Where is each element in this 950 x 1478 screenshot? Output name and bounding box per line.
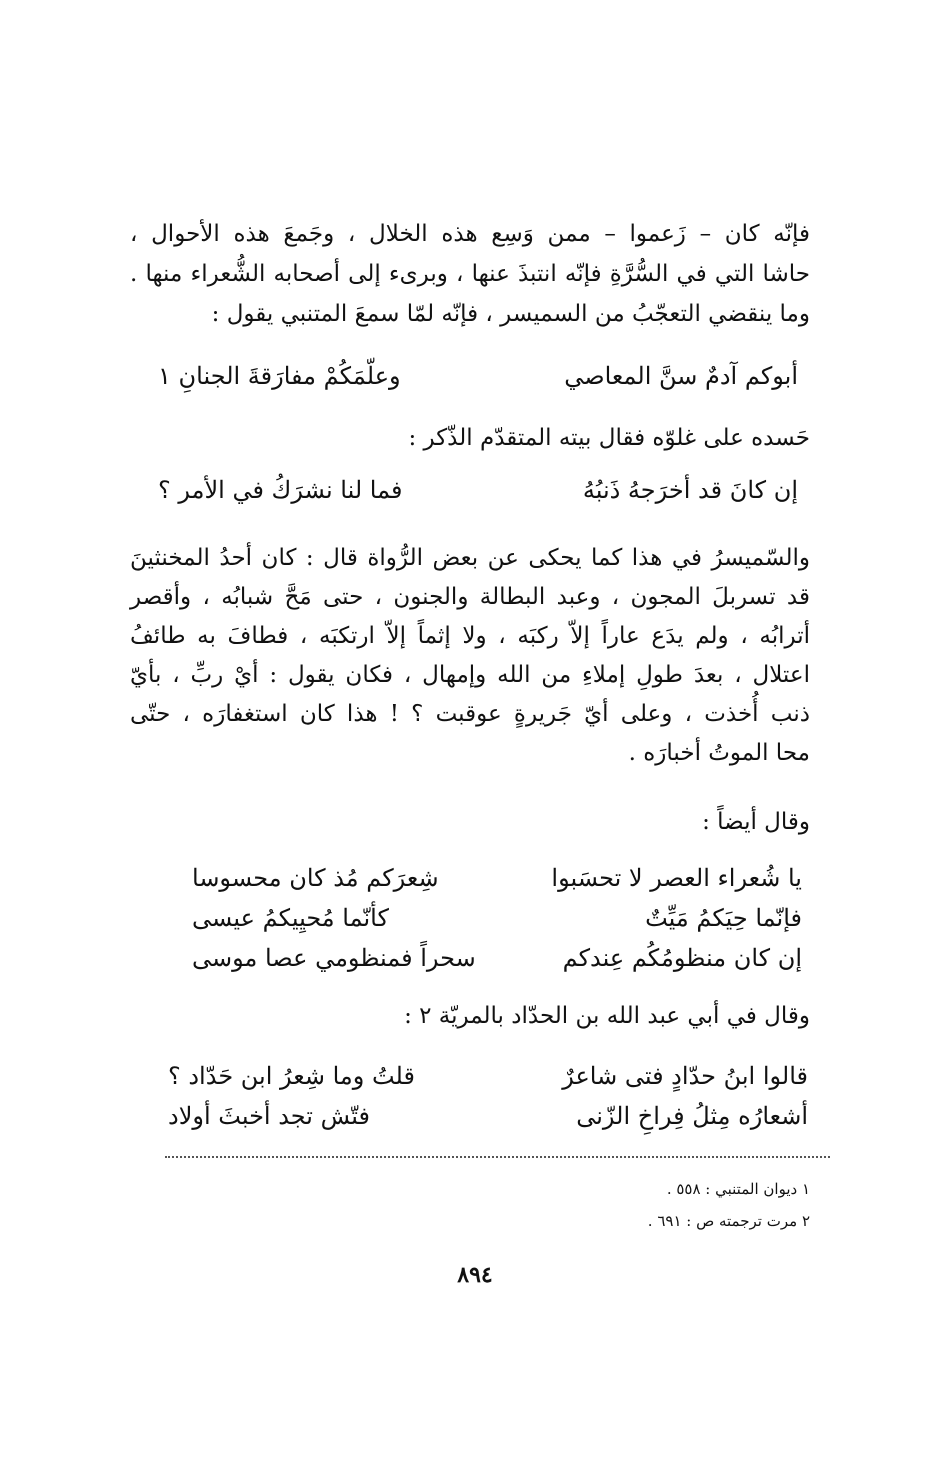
verse-block [158,356,798,396]
text-line: قد تسربلَ المجون ، وعبد البطالة والجنون ، حتى مَحَّ شبابُه ، وأقصر [130,584,810,610]
text-line: حَسده على غلوّه فقال بيته المتقدّم الذّكر : [408,425,810,451]
verse-block [168,1056,808,1136]
verse-hemistich-left: كأنّما مُحيِيكمُ عيسى [192,904,389,932]
footnote: ٢ مرت ترجمته ص : ٦٩١ . [647,1212,810,1230]
verse-hemistich-left: فما لنا نشرَكُ في الأمر ؟ [158,476,403,504]
text-line: وقال أيضاً : [702,809,810,835]
verse-line [192,858,802,898]
text-line: فإنّه كان – زَعموا – ممن وَسِع هذه الخلال ، وجَمعَ هذه الأحوال ، [130,221,810,247]
verse-line [192,898,802,938]
verse-hemistich-right: إن كانَ قد أخرَجهُ ذَنبُهُ [582,476,798,504]
page-number: ٨٩٤ [457,1262,493,1288]
verse-line [158,356,798,396]
verse-line [168,1056,808,1096]
verse-hemistich-right: إن كان منظومُكُم عِندكم [562,944,802,972]
verse-hemistich-left: قلتُ وما شِعرُ ابن حَدّاد ؟ [168,1062,415,1090]
footnote-divider [165,1156,830,1158]
verse-hemistich-left: وعلّمَكُمْ مفارَقةَ الجنانِ ١ [158,362,401,390]
verse-hemistich-left: شِعرَكم مُذ كان محسوسا [192,864,439,892]
verse-block [158,470,798,510]
text-line: وقال في أبي عبد الله بن الحدّاد بالمريّة ٢ : [404,1003,810,1029]
paragraph-intro-4 [130,1000,810,1032]
paragraph-intro-3 [130,806,810,838]
text-line: اعتلال ، بعدَ طولِ إملاءِ من الله وإمهال ، فكان يقول : أيْ ربِّ ، بأيّ [130,662,810,688]
verse-hemistich-left: سحراً فمنظومي عصا موسى [192,944,476,972]
verse-hemistich-right: أشعارُه مِثلُ فِراخِ الزّنى [576,1102,808,1130]
verse-hemistich-left: فتّش تجد أخبثَ أولاد [168,1102,370,1130]
text-line: ذنب أُخذت ، وعلى أيّ جَريرةٍ عوقبت ؟ ! هذا كان استغفارَه ، حتّى [130,701,810,727]
verse-hemistich-right: يا شُعراء العصر لا تحسَبوا [551,864,802,892]
verse-line [168,1096,808,1136]
footnote: ١ ديوان المتنبي : ٥٥٨ . [666,1180,810,1198]
verse-line [192,938,802,978]
verse-hemistich-right: أبوكم آدمٌ سنَّ المعاصي [564,362,798,390]
verse-block [192,858,802,978]
text-line: حاشا التي في السُّرَّةِ فإنّه انتبذَ عنها ، وبرىء إلى أصحابه الشُّعراء منها . [130,261,810,287]
paragraph-story [130,542,810,769]
verse-hemistich-right: قالوا ابنُ حدّادٍ فتى شاعرٌ [562,1062,808,1090]
text-line: أترابُه ، ولم يدَع عاراً إلاّ ركبَه ، ولا إثماً إلاّ ارتكبَه ، فطافَ به طائفُ [130,623,811,649]
text-line: وما ينقضي التعجّبُ من السميسر ، فإنّه لمّا سمعَ المتنبي يقول : [211,301,810,327]
verse-hemistich-right: فإنّما حِيَكمُ مَيِّتٌ [645,904,802,932]
paragraph-intro-2 [130,422,810,454]
verse-line [158,470,798,510]
text-line: محا الموتُ أخبارَه . [628,740,810,766]
paragraph-intro [130,218,810,330]
text-line: والسّميسرُ في هذا كما يحكى عن بعض الرُّواة قال : كان أحدُ المخنثينَ [130,545,810,571]
